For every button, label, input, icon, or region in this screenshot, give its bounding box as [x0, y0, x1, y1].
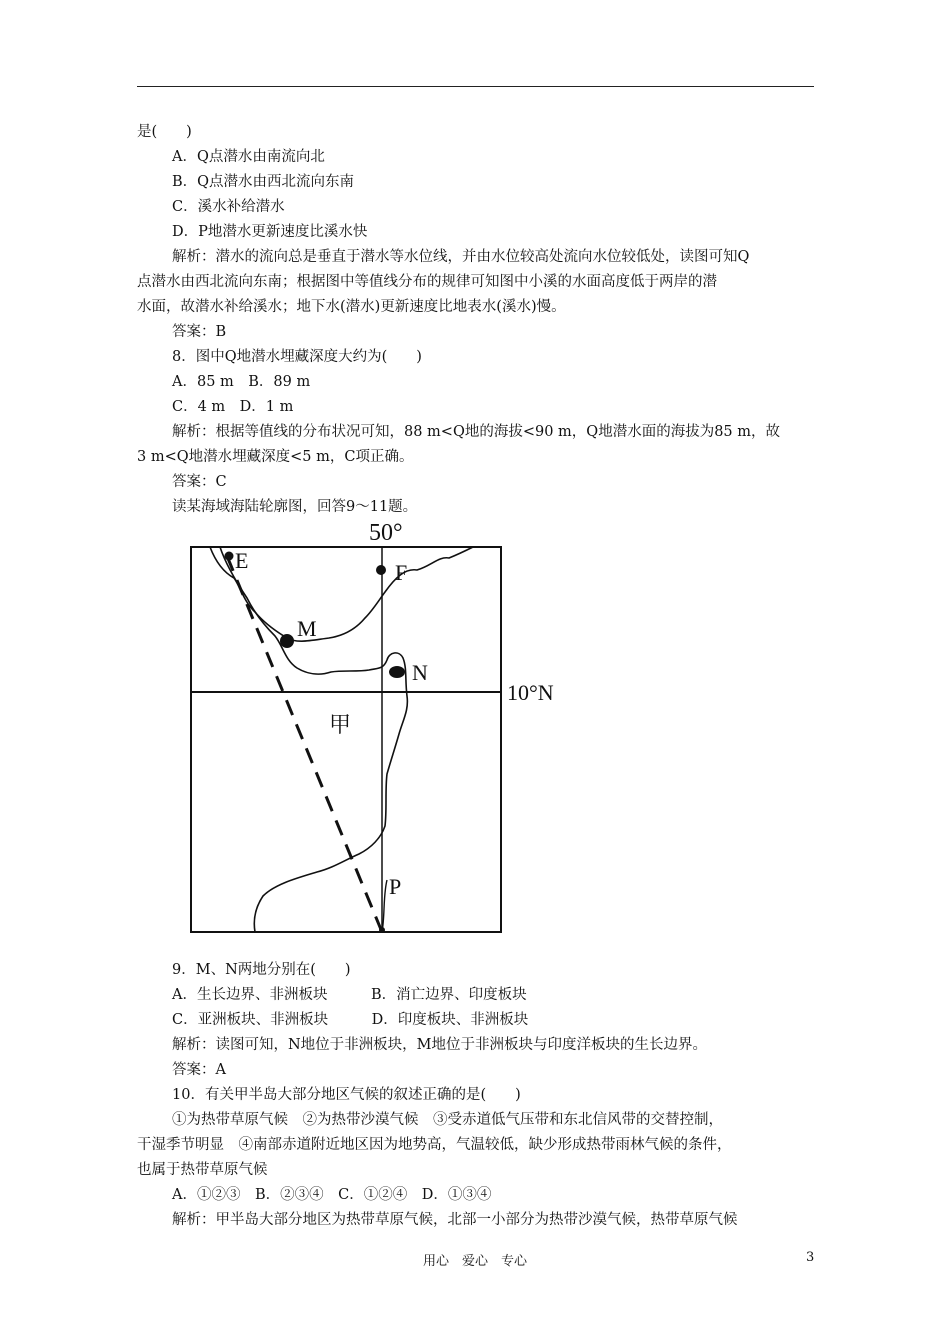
- option-line: A．85 m B．89 m: [172, 374, 311, 390]
- option-line: A．①②③ B．②③④ C．①②④ D．①③④: [172, 1187, 492, 1203]
- text-line: 是( ): [137, 124, 192, 140]
- point-p: [379, 927, 385, 933]
- page-number: 3: [806, 1250, 815, 1265]
- option-line: C．4 m D．1 m: [172, 399, 294, 415]
- option-line: C．亚洲板块、非洲板块 D．印度板块、非洲板块: [172, 1012, 529, 1028]
- analysis-line: 水面，故潜水补给溪水；地下水(潜水)更新速度比地表水(溪水)慢。: [137, 299, 566, 315]
- intro-line: 读某海域海陆轮廓图，回答9～11题。: [172, 499, 418, 515]
- option-line: A．Q点潜水由南流向北: [172, 149, 325, 165]
- answer-line: 答案：A: [172, 1062, 226, 1078]
- point-m: [280, 634, 294, 648]
- statement-line: ①为热带草原气候 ②为热带沙漠气候 ③受赤道低气压带和东北信风带的交替控制，: [172, 1112, 723, 1128]
- analysis-line: 解析：潜水的流向总是垂直于潜水等水位线，并由水位较高处流向水位较低处，读图可知Q: [172, 249, 750, 265]
- region-label: 甲: [329, 712, 352, 737]
- analysis-line: 点潜水由西北流向东南；根据图中等值线分布的规律可知图中小溪的水面高度低于两岸的潜: [137, 274, 717, 290]
- option-line: D．P地潜水更新速度比溪水快: [172, 224, 368, 240]
- footer-text: 用心 爱心 专心: [422, 1254, 527, 1269]
- answer-line: 答案：C: [172, 474, 227, 490]
- point-n: [389, 666, 405, 678]
- statement-line: 也属于热带草原气候: [137, 1162, 268, 1178]
- answer-line: 答案：B: [172, 324, 227, 340]
- option-line: A．生长边界、非洲板块 B．消亡边界、印度板块: [172, 987, 527, 1003]
- analysis-line: 解析：甲半岛大部分地区为热带草原气候，北部一小部分为热带沙漠气候，热带草原气候: [172, 1212, 738, 1228]
- analysis-line: 3 m<Q地潜水埋藏深度<5 m，C项正确。: [137, 449, 414, 465]
- question-line: 10．有关甲半岛大部分地区气候的叙述正确的是( ): [172, 1087, 521, 1103]
- question-line: 9．M、N两地分别在( ): [172, 962, 351, 978]
- page-content: [137, 120, 817, 1233]
- map-figure: [137, 520, 817, 958]
- map-frame: [191, 547, 501, 932]
- lon-label: 50°: [369, 520, 403, 546]
- analysis-line: 解析：根据等值线的分布状况可知，88 m<Q地的海拔<90 m，Q地潜水面的海拔为85 m，故: [172, 424, 780, 440]
- option-line: B．Q点潜水由西北流向东南: [172, 174, 355, 190]
- point-e: [225, 552, 234, 561]
- map-svg: [137, 520, 817, 958]
- label-m: M: [297, 616, 317, 641]
- question-line: 8．图中Q地潜水埋藏深度大约为( ): [172, 349, 422, 365]
- label-e: E: [235, 548, 249, 573]
- label-f: F: [395, 560, 408, 585]
- label-p: P: [389, 874, 402, 899]
- statement-line: 干湿季节明显 ④南部赤道附近地区因为地势高，气温较低，缺少形成热带雨林气候的条件，: [137, 1137, 732, 1153]
- point-f: [376, 565, 386, 575]
- analysis-line: 解析：读图可知，N地位于非洲板块，M地位于非洲板块与印度洋板块的生长边界。: [172, 1037, 708, 1053]
- header-rule: [137, 86, 814, 87]
- option-line: C．溪水补给潜水: [172, 199, 285, 215]
- lat-label: 10°N: [507, 680, 554, 705]
- coastline-north: [210, 547, 473, 641]
- label-n: N: [412, 660, 428, 685]
